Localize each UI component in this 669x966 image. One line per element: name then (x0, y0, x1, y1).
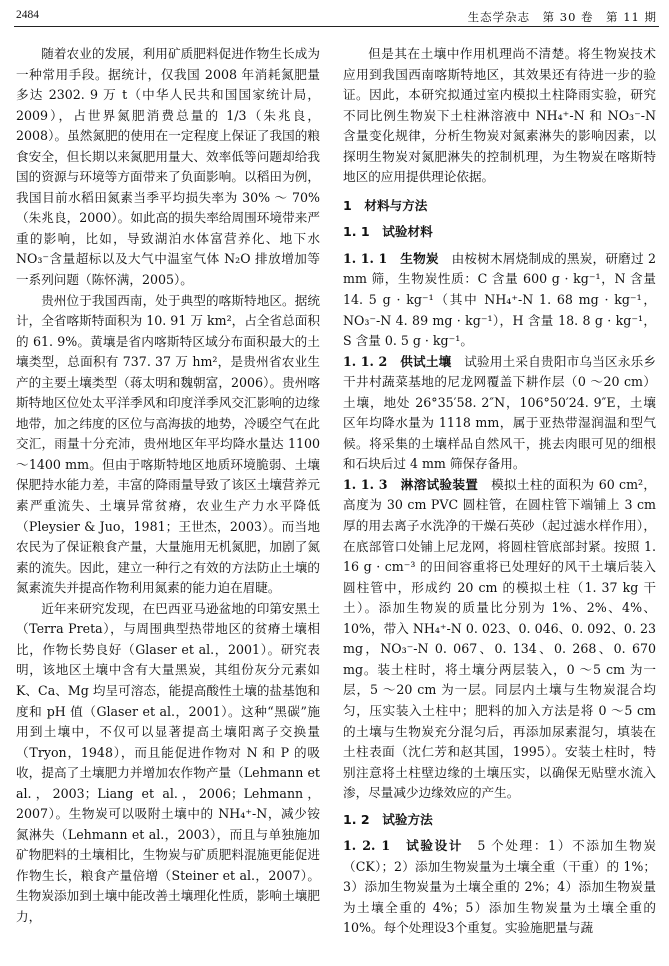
subsubsection-heading: 1. 1. 3 淋溶试验装置 (343, 476, 479, 492)
paragraph (343, 352, 656, 475)
paragraph (343, 249, 656, 352)
journal-name: 生态学杂志 第 30 卷 第 11 期 (467, 10, 657, 24)
paragraph: 随着农业的发展，利用矿质肥料促进作物生长成为一种常用手段。据统计，仅我国 2008 年消耗氮肥量多达 2302. 9 万 t（中华人民共和国国家统计局，2009），占世界氮肥消费总量的 1/3（朱兆良，2008）。虽然氮肥的使用在一定程度上保证了我国的粮食安全，但长期以来氮肥用量大、效率低等问题却给我国的资源与环境等方面带来了负面影响。以稻田为例，我国目前水稻田氮素当季平均损失率为 30% ～ 70%（朱兆良，2000）。如此高的损失率给周围环境带来严重的影响，比如，导致湖泊水体富营养化、地下水 NO₃⁻含量超标以及大气中温室气体 N₂O 排放增加等一系列问题（陈怀满，2005）。 (16, 46, 320, 288)
paragraph: 但是其在土壤中作用机理尚不清楚。将生物炭技术应用到我国西南喀斯特地区，其效果还有待进一步的验证。因此，本研究拟通过室内模拟土柱降雨实验，研究不同比例生物炭下土柱淋溶液中 NH₄⁺-N 和 NO₃⁻-N 含量变化规律，分析生物炭对氮素淋失的影响因素，以探明生物炭对氮肥淋失的控制机理，为生物炭在喀斯特地区的应用提供理论依据。 (343, 46, 656, 185)
running-header (14, 6, 659, 27)
section-heading: 1 材料与方法 (343, 197, 428, 213)
right-column (343, 44, 656, 939)
paragraph: 贵州位于我国西南，处于典型的喀斯特地区。据统计，全省喀斯特面积为 10. 91 万 km²，占全省总面积的 61. 9%。黄壤是省内喀斯特区域分布面积最大的土壤类型，总面积有 737. 37 万 hm²，是贵州省农业生产的主要土壤类型（蒋太明和魏朝富，2006）。贵州喀斯特地区位处太平洋季风和印度洋季风交汇影响的边缘地带，加之纬度的区位与高海拔的地势，冷暖空气在此交汇，雨量十分充沛，贵州地区年平均降水量达 1100 ～1400 mm。但由于喀斯特地区地质环境脆弱、土壤保肥持水能力差，丰富的降雨量导致了该区土壤营养元素严重流失、土壤异常贫瘠，农业生产力水平降低（Pleysier & Juo，1981；王世杰，2003）。而当地农民为了保证粮食产量，大量施用无机氮肥，加剧了氮素的流失。因此，建立一种行之有效的方法防止土壤的氮素流失并提高作物利用氮素的能力迫在眉睫。 (16, 292, 320, 596)
paragraph-text: 模拟土柱的面积为 60 cm²，高度为 30 cm PVC 圆柱管，在圆柱管下端铺上 3 cm 厚的用去离子水洗净的干燥石英砂（起过滤水样作用），在底部管口处铺上尼龙网，将圆柱管底部封紧。按照 1. 16 g · cm⁻³ 的田间容重将已处理好的风干土壤后装入圆柱管中，形成约 20 cm 的模拟土柱（1. 37 kg 干土）。添加生物炭的质量比分别为 1%、2%、4%、10%，带入 NH₄⁺-N 0. 023、0. 046、0. 092、0. 23 mg，NO₃⁻-N 0. 067、0. 134、0. 268、0. 670 mg。装土柱时，将土壤分两层装入，0 ～5 cm 为一层，5 ～20 cm 为一层。同层内土壤与生物炭混合均匀，压实装入土柱中；肥料的加入方法是将 0 ～5 cm 的土壤与生物炭充分混匀后，再添加尿素混匀，填装在土柱表面（沈仁芳和赵其国，1995）。安装土柱时，特别注意将土柱壁边缘的土壤压实，以确保无贴壁水流入渗，尽量减少边缘效应的产生。 (343, 476, 657, 801)
subsubsection-heading: 1. 2. 1 试验设计 (343, 838, 464, 854)
subsection-heading: 1. 2 试验方法 (343, 811, 433, 827)
subsection-heading: 1. 1 试验材料 (343, 224, 433, 240)
subsubsection-heading: 1. 1. 2 供试土壤 (343, 353, 452, 369)
paragraph (343, 475, 656, 804)
paragraph: 近年来研究发现，在巴西亚马逊盆地的印第安黑土（Terra Preta），与周围典型热带地区的贫瘠土壤相比，作物长势良好（Glaser et al.，2001）。研究表明，该地区土壤中含有大量黑炭，其组份灰分元素如 K、Ca、Mg 均呈可溶态，能提高酸性土壤的盐基饱和度和 pH 值（Glaser et al.，2001）。这种“黑碳”施用到土壤中，不仅可以显著提高土壤阳离子交换量（Tryon，1948），而且能促进作物对 N 和 P 的吸收，提高了土壤肥力并增加农作物产量（Lehmann et al.，2003；Liang et al.，2006；Lehmann，2007）。生物炭可以吸附土壤中的 NH₄⁺-N，减少铵氮淋失（Lehmann et al.，2003），而且与单独施加矿物肥料的土壤相比，生物炭与矿质肥料混施更能促进作物生长，粮食产量倍增（Steiner et al.，2007）。生物炭添加到土壤中能改善土壤理化性质，影响土壤肥力， (16, 600, 320, 924)
paragraph-text: 由桉树木屑烧制成的黑炭，研磨过 2 mm 筛，生物炭性质：C 含量 600 g · kg⁻¹，N 含量 14. 5 g · kg⁻¹（其中 NH₄⁺-N 1. 68 mg · kg⁻¹，NO₃⁻-N 4. 89 mg · kg⁻¹），H 含量 18. 8 g · kg⁻¹，S 含量 0. 5 g · kg⁻¹。 (343, 250, 656, 349)
page-number: 2484 (16, 9, 39, 21)
paragraph-text: 5 个处理：1）不添加生物炭（CK）；2）添加生物炭量为土壤全重（干重）的 1%；3）添加生物炭量为土壤全重的 2%；4）添加生物炭量为土壤全重的 4%；5）添加生物炭量为土壤全重的10%。每个处理设3个重复。实验施肥量与蔬 (343, 838, 657, 936)
left-column (16, 44, 320, 928)
subsubsection-heading: 1. 1. 1 生物炭 (343, 250, 439, 266)
paragraph-text: 试验用土采自贵阳市乌当区永乐乡干井村蔬菜基地的尼龙网覆盖下耕作层（0 ～20 cm）土壤，地处 26°35′58. 2″N，106°50′24. 9″E，土壤区年均降水量为 1118 mm，属于亚热带湿润温和型气候。将采集的土壤样品自然风干，挑去肉眼可见的细根和石块后过 4 mm 筛保存备用。 (343, 353, 657, 472)
paragraph (343, 836, 656, 939)
